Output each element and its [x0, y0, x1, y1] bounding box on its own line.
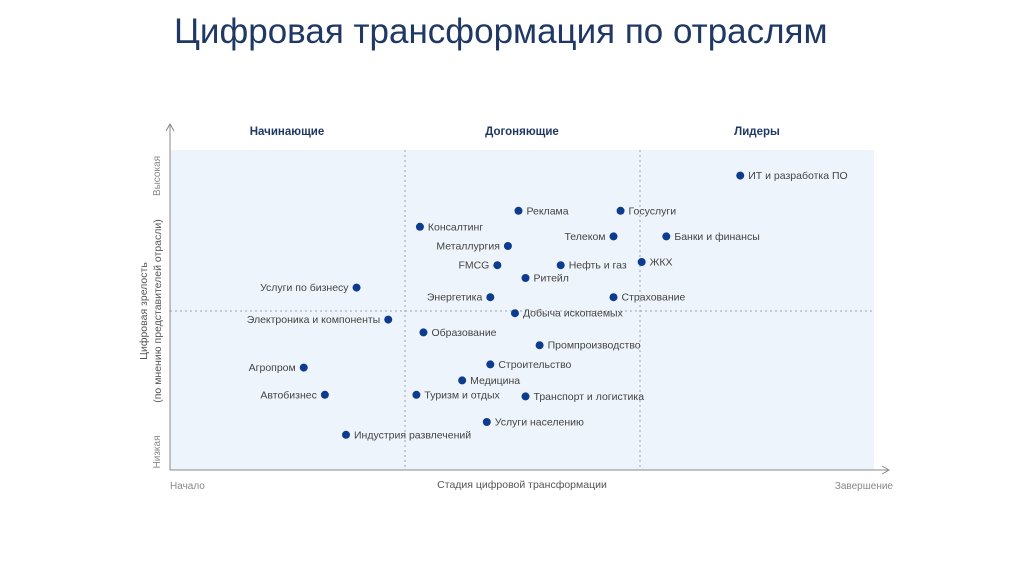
- data-point-label: Электроника и компоненты: [246, 314, 381, 327]
- y-axis-sublabel: (по мнению представителей отрасли): [152, 219, 164, 403]
- y-tick-high: Высокая: [152, 155, 163, 197]
- data-point-label: Госуслуги: [628, 205, 677, 218]
- x-axis-label: Стадия цифровой трансформации: [437, 479, 607, 491]
- x-tick-start: Начало: [170, 481, 205, 492]
- data-point: [522, 392, 530, 400]
- data-point: [419, 328, 427, 336]
- data-point-label: Реклама: [526, 205, 569, 218]
- data-point: [511, 309, 519, 317]
- data-point-label: Транспорт и логистика: [533, 390, 645, 403]
- data-point: [736, 172, 744, 180]
- data-point-label: Агропром: [248, 362, 296, 375]
- data-point: [662, 232, 670, 240]
- y-tick-low: Низкая: [152, 435, 163, 469]
- data-point-label: Телеком: [564, 230, 606, 243]
- data-point-label: Индустрия развлечений: [354, 429, 472, 442]
- data-point: [412, 391, 420, 399]
- data-point: [342, 431, 350, 439]
- data-point: [384, 316, 392, 324]
- data-point: [300, 364, 308, 372]
- data-point-label: Услуги по бизнесу: [260, 282, 349, 295]
- data-point: [536, 341, 544, 349]
- data-point-label: Услуги населению: [494, 416, 584, 429]
- data-point: [522, 274, 530, 282]
- data-point: [610, 293, 618, 301]
- data-point: [617, 207, 625, 215]
- zone-label-catching-up: Догоняющие: [485, 126, 559, 138]
- x-tick-end: Завершение: [834, 481, 893, 492]
- data-point-label: Медицина: [470, 374, 521, 387]
- data-point: [493, 261, 501, 269]
- slide-title: Цифровая трансформация по отраслям: [174, 12, 828, 51]
- data-point-label: Образование: [431, 326, 497, 339]
- data-point-label: Консалтинг: [427, 221, 484, 234]
- data-point: [353, 284, 361, 292]
- data-point: [514, 207, 522, 215]
- data-point: [321, 391, 329, 399]
- data-point-label: ИТ и разработка ПО: [748, 170, 848, 183]
- data-point: [486, 360, 494, 368]
- data-point: [483, 418, 491, 426]
- data-point: [610, 232, 618, 240]
- data-point-label: Страхование: [621, 291, 686, 304]
- zone-label-leaders: Лидеры: [734, 126, 780, 138]
- zone-label-beginners: Начинающие: [249, 126, 325, 138]
- data-point-label: Промпроизводство: [547, 339, 641, 352]
- data-point-label: FMCG: [458, 259, 490, 272]
- y-axis-label: Цифровая зрелость: [138, 262, 150, 360]
- data-point: [458, 376, 466, 384]
- data-point-label: ЖКХ: [649, 256, 673, 269]
- data-point: [416, 223, 424, 231]
- data-point-label: Строительство: [498, 358, 572, 371]
- data-point-label: Добыча ископаемых: [522, 307, 623, 320]
- data-point-label: Металлургия: [436, 240, 500, 253]
- data-point-label: Энергетика: [426, 291, 483, 304]
- data-point: [638, 258, 646, 266]
- data-point-label: Автобизнес: [260, 389, 317, 402]
- data-point: [504, 242, 512, 250]
- data-point-label: Банки и финансы: [674, 230, 760, 243]
- data-point-label: Нефть и газ: [568, 259, 627, 272]
- data-point-label: Ритейл: [533, 272, 569, 285]
- data-point: [486, 293, 494, 301]
- data-point-label: Туризм и отдых: [424, 389, 500, 402]
- data-point: [557, 261, 565, 269]
